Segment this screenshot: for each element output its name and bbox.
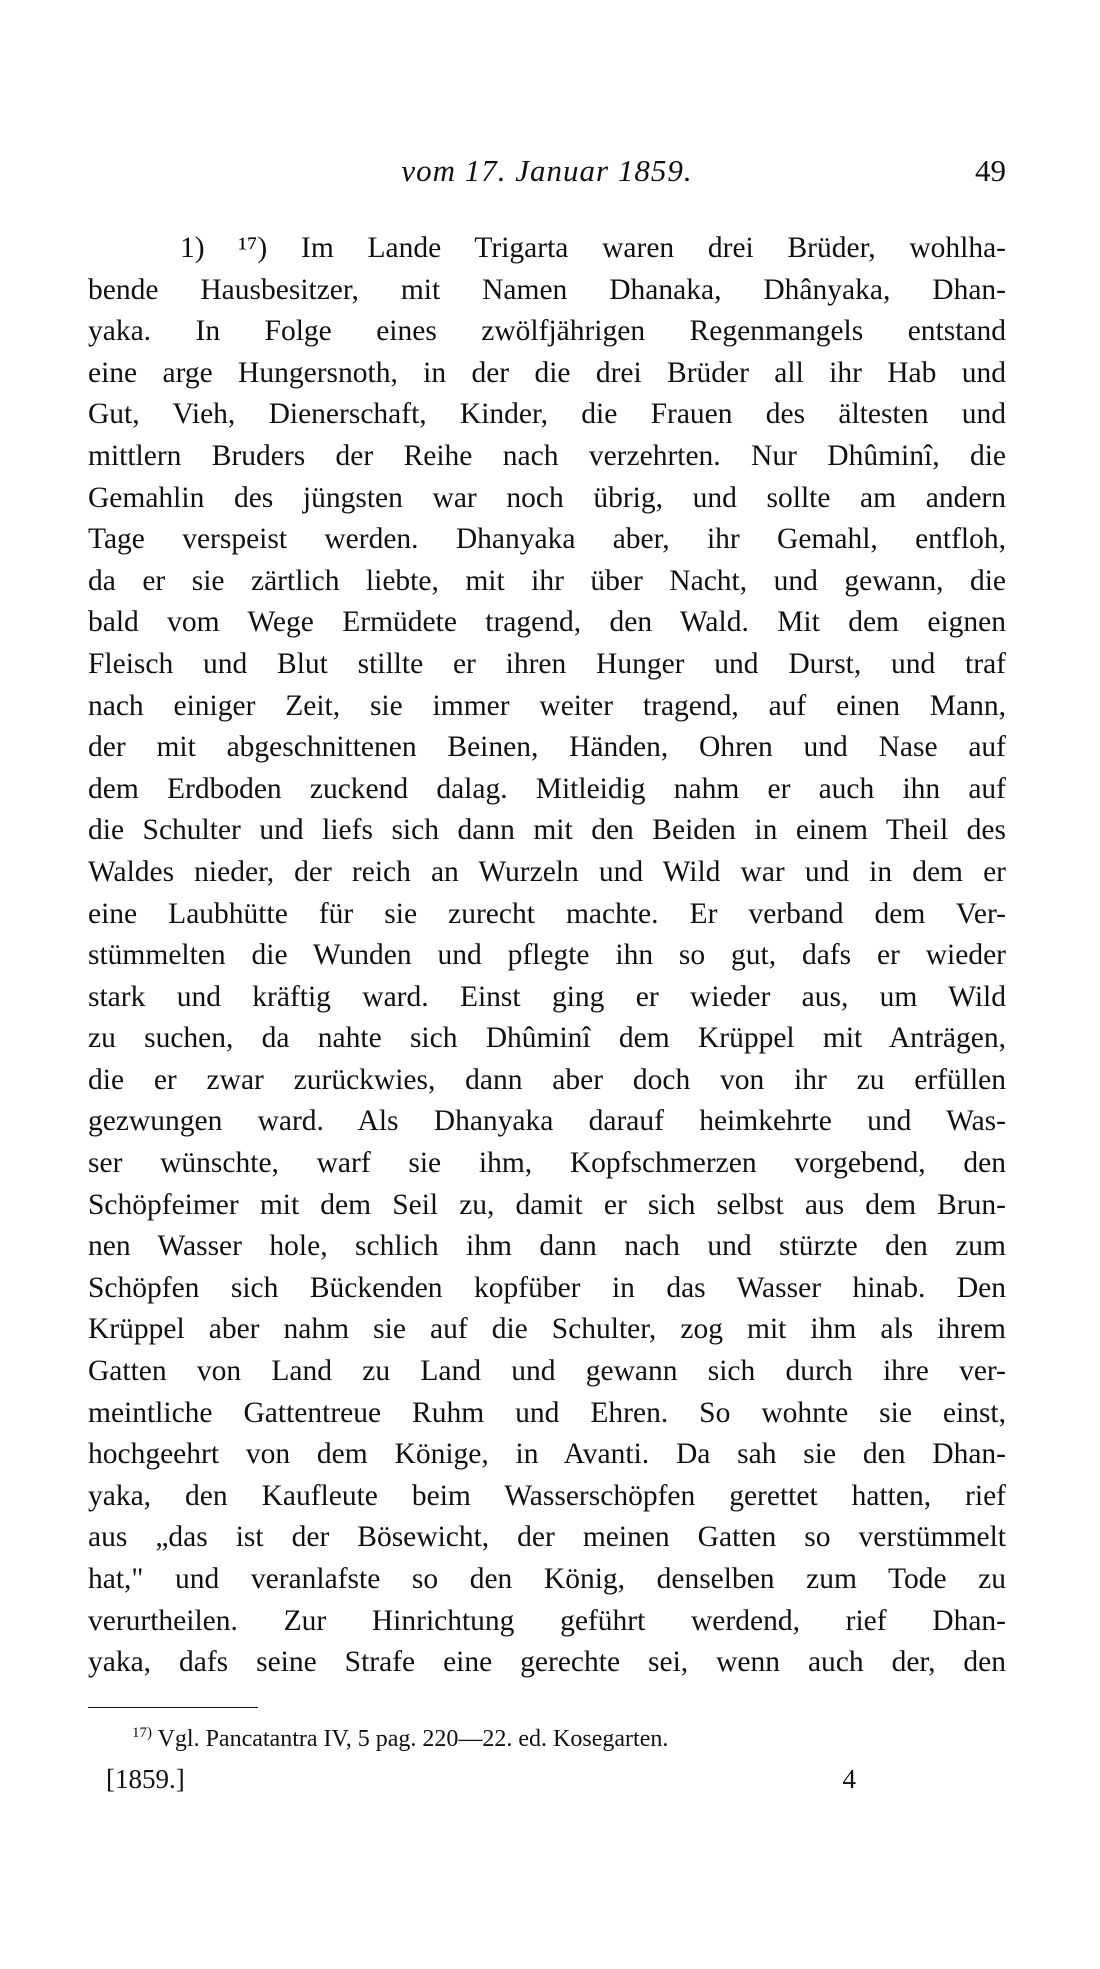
body-text — [88, 228, 1006, 1684]
text-line: stümmelten die Wunden und pflegte ihn so gut, dafs er wieder — [88, 939, 1006, 972]
text-line: die Schulter und liefs sich dann mit den Beiden in einem Theil des — [88, 814, 1006, 847]
text-line: stark und kräftig ward. Einst ging er wieder aus, um Wild — [88, 980, 1006, 1013]
signature-year: [1859.] — [106, 1764, 185, 1794]
text-line: yaka, dafs seine Strafe eine gerechte sei, wenn auch der, den — [88, 1646, 1006, 1679]
text-line: Krüppel aber nahm sie auf die Schulter, zog mit ihm als ihrem — [88, 1313, 1006, 1346]
text-line: dem Erdboden zuckend dalag. Mitleidig nahm er auch ihn auf — [88, 772, 1006, 805]
text-line: die er zwar zurückwies, dann aber doch von ihr zu erfüllen — [88, 1063, 1006, 1096]
text-line: mittlern Bruders der Reihe nach verzehrten. Nur Dhûminî, die — [88, 439, 1006, 472]
running-title: vom 17. Januar 1859. — [401, 153, 693, 188]
footnote-text: Vgl. Pancatantra IV, 5 pag. 220—22. ed. Kosegarten. — [157, 1726, 669, 1752]
text-line: Schöpfeimer mit dem Seil zu, damit er sich selbst aus dem Brun- — [88, 1188, 1006, 1221]
text-line: Fleisch und Blut stillte er ihren Hunger und Durst, und traf — [88, 647, 1006, 680]
page-number: 49 — [975, 153, 1006, 188]
text-line: yaka. In Folge eines zwölfjährigen Regenmangels entstand — [88, 315, 1006, 348]
text-line: bende Hausbesitzer, mit Namen Dhanaka, Dhânyaka, Dhan- — [88, 273, 1006, 306]
text-line: da er sie zärtlich liebte, mit ihr über Nacht, und gewann, die — [88, 564, 1006, 597]
text-line: Tage verspeist werden. Dhanyaka aber, ihr Gemahl, entfloh, — [88, 523, 1006, 556]
text-line: aus „das ist der Bösewicht, der meinen Gatten so verstümmelt — [88, 1521, 1006, 1554]
text-line: der mit abgeschnittenen Beinen, Händen, Ohren und Nase auf — [88, 731, 1006, 764]
text-line: bald vom Wege Ermüdete tragend, den Wald. Mit dem eignen — [88, 606, 1006, 639]
running-header — [88, 153, 1006, 193]
text-line: Gut, Vieh, Dienerschaft, Kinder, die Frauen des ältesten und — [88, 398, 1006, 431]
signature-mark: 4 — [842, 1764, 856, 1794]
text-line: hochgeehrt von dem Könige, in Avanti. Da sah sie den Dhan- — [88, 1438, 1006, 1471]
text-line: Gatten von Land zu Land und gewann sich durch ihre ver- — [88, 1355, 1006, 1388]
text-line: eine Laubhütte für sie zurecht machte. Er verband dem Ver- — [88, 897, 1006, 930]
text-line: hat," und veranlafste so den König, denselben zum Tode zu — [88, 1563, 1006, 1595]
text-line: nen Wasser hole, schlich ihm dann nach und stürzte den zum — [88, 1230, 1006, 1263]
text-line: 1) ¹⁷) Im Lande Trigarta waren drei Brüder, wohlha- — [180, 232, 1006, 264]
text-line: gezwungen ward. Als Dhanyaka darauf heimkehrte und Was- — [88, 1105, 1006, 1138]
text-line: meintliche Gattentreue Ruhm und Ehren. So wohnte sie einst, — [88, 1396, 1006, 1429]
text-line: zu suchen, da nahte sich Dhûminî dem Krüppel mit Anträgen, — [88, 1022, 1006, 1055]
text-line: eine arge Hungersnoth, in der die drei Brüder all ihr Hab und — [88, 356, 1006, 389]
text-line: verurtheilen. Zur Hinrichtung geführt werdend, rief Dhan- — [88, 1604, 1006, 1637]
text-line: Gemahlin des jüngsten war noch übrig, und sollte am andern — [88, 481, 1006, 514]
text-line: nach einiger Zeit, sie immer weiter tragend, auf einen Mann, — [88, 689, 1006, 722]
text-line: yaka, den Kaufleute beim Wasserschöpfen gerettet hatten, rief — [88, 1479, 1006, 1512]
text-line: ser wünschte, warf sie ihm, Kopfschmerzen vorgebend, den — [88, 1147, 1006, 1180]
footnote-marker: 17) — [132, 1725, 152, 1741]
text-line: Schöpfen sich Bückenden kopfüber in das Wasser hinab. Den — [88, 1271, 1006, 1304]
text-line: Waldes nieder, der reich an Wurzeln und Wild war und in dem er — [88, 855, 1006, 888]
signature-line — [106, 1764, 856, 1800]
footnote — [132, 1726, 862, 1753]
footnote-separator — [88, 1707, 258, 1708]
